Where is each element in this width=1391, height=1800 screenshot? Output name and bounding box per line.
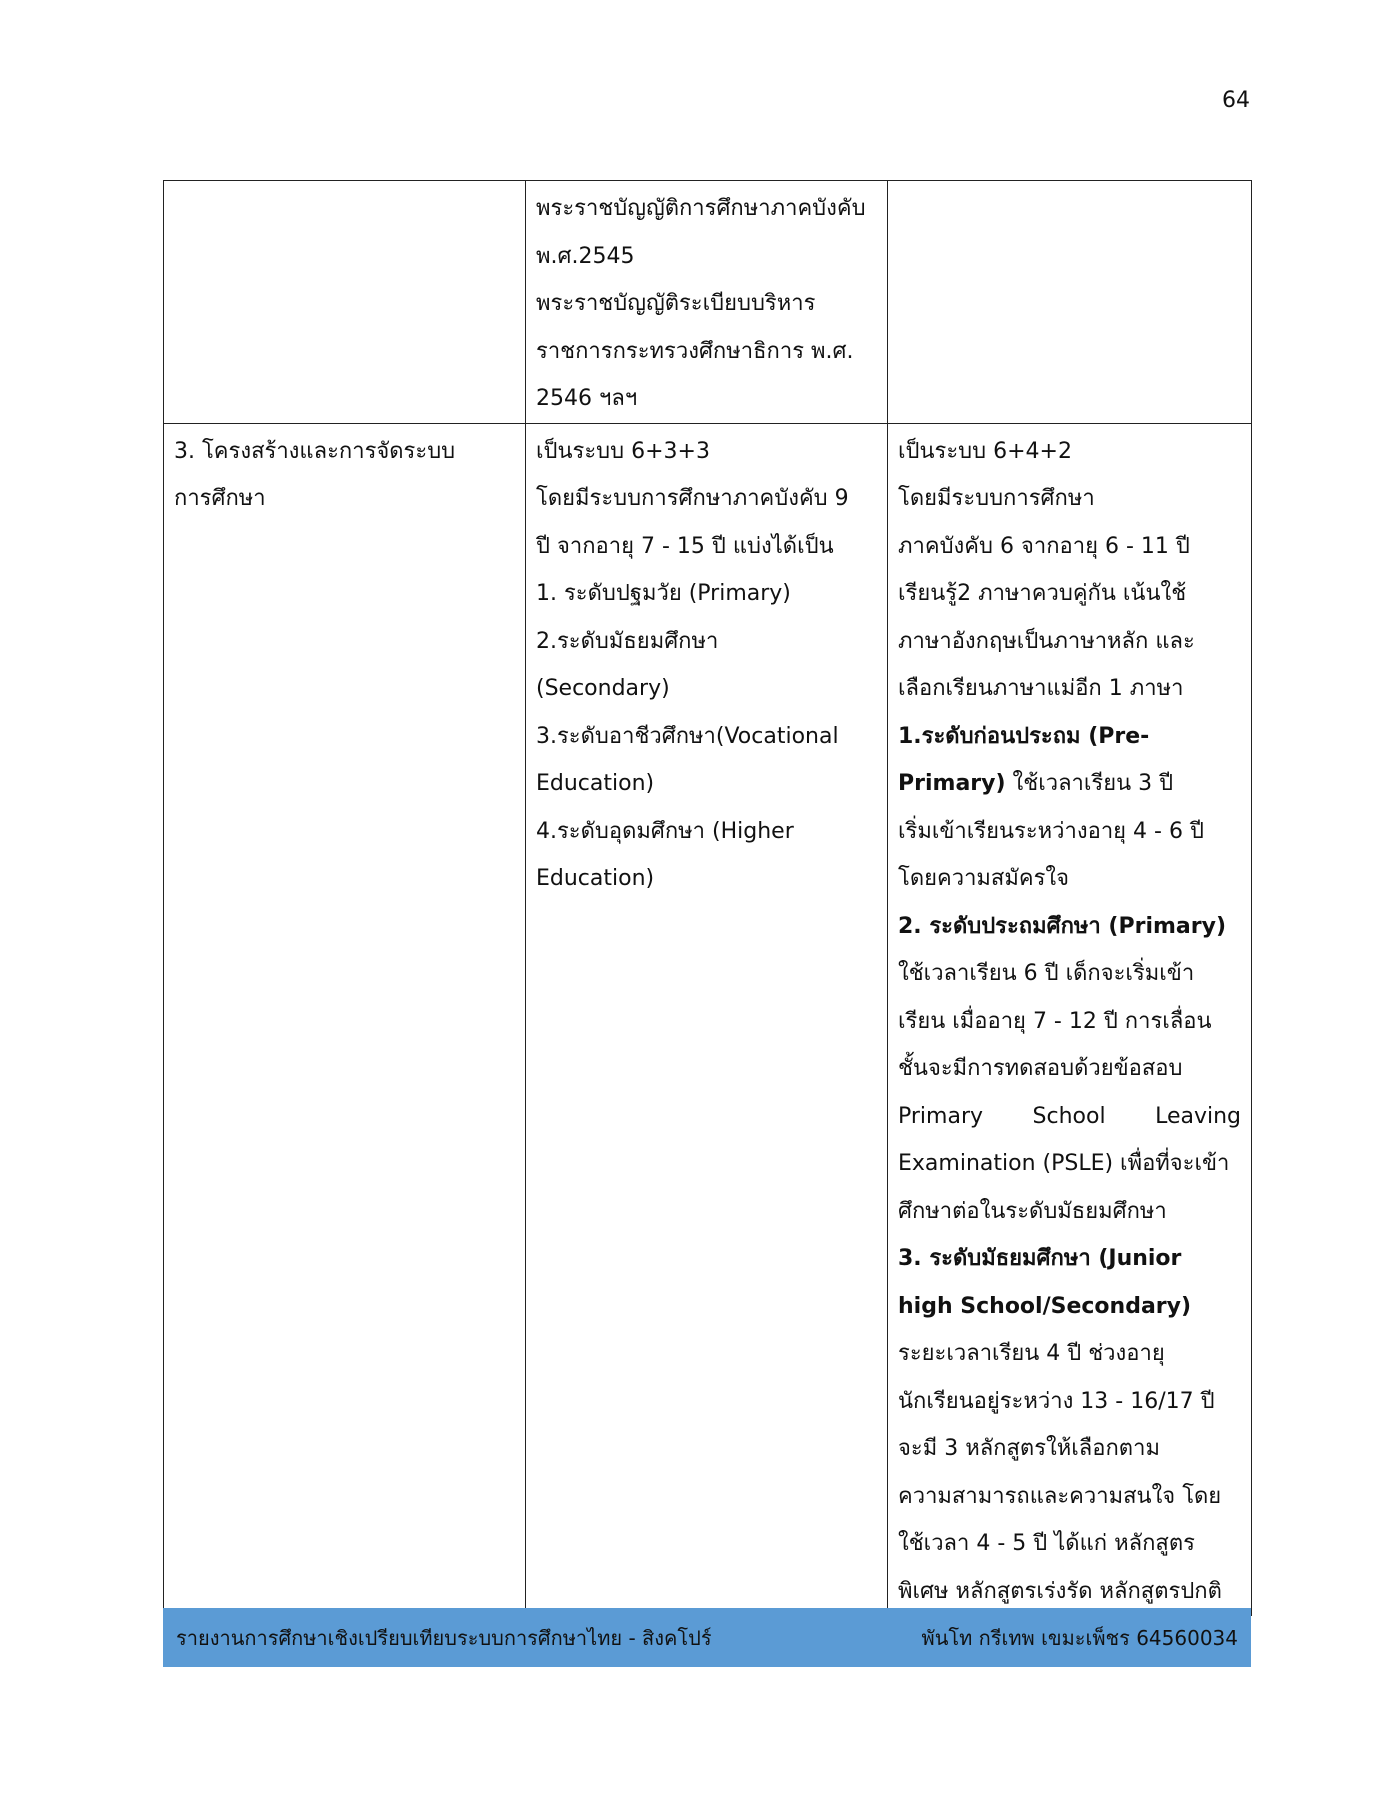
- topic-heading: การศึกษา: [174, 486, 266, 511]
- cell-line: พระราชบัญญัติการศึกษาภาคบังคับ: [536, 196, 866, 221]
- page-number: 64: [1222, 88, 1250, 113]
- subheading-pre-primary-cont: Primary): [898, 771, 1006, 796]
- cell-line: ศึกษาต่อในระดับมัธยมศึกษา: [898, 1198, 1167, 1224]
- cell-line: (Secondary): [536, 676, 670, 701]
- topic-heading: 3. โครงสร้างและการจัดระบบ: [174, 438, 456, 464]
- row1-col3-cell: [888, 181, 1252, 424]
- cell-line: พิเศษ หลักสูตรเร่งรัด หลักสูตรปกติ: [898, 1578, 1222, 1604]
- cell-line: ใช้เวลา 4 - 5 ปี ได้แก่ หลักสูตร: [898, 1531, 1195, 1556]
- cell-line: Examination (PSLE) เพื่อที่จะเข้า: [898, 1151, 1230, 1176]
- cell-line: จะมี 3 หลักสูตรให้เลือกตาม: [898, 1436, 1160, 1461]
- row2-col1-cell: [164, 423, 526, 1616]
- cell-line: เรียนรู้2 ภาษาควบคู่กัน เน้นใช้: [898, 581, 1187, 606]
- cell-line: ภาษาอังกฤษเป็นภาษาหลัก และ: [898, 628, 1195, 654]
- cell-line: Education): [536, 866, 655, 891]
- cell-line: ความสามารถและความสนใจ โดย: [898, 1483, 1222, 1509]
- cell-line: Education): [536, 771, 655, 796]
- cell-line: ราชการกระทรวงศึกษาธิการ พ.ศ.: [536, 338, 854, 364]
- cell-line: เลือกเรียนภาษาแม่อีก 1 ภาษา: [898, 676, 1184, 701]
- cell-text: ใช้เวลาเรียน 3 ปี: [1005, 771, 1174, 796]
- cell-line: พ.ศ.2545: [536, 243, 635, 269]
- table-row: [164, 423, 1252, 1616]
- cell-line: ปี จากอายุ 7 - 15 ปี แบ่งได้เป็น: [536, 533, 834, 559]
- cell-line: พระราชบัญญัติระเบียบบริหาร: [536, 291, 816, 316]
- subheading-pre-primary: 1.ระดับก่อนประถม (Pre-: [898, 723, 1150, 749]
- cell-line: ภาคบังคับ 6 จากอายุ 6 - 11 ปี: [898, 533, 1190, 559]
- comparison-table: [163, 180, 1252, 1616]
- cell-line: 4.ระดับอุดมศึกษา (Higher: [536, 818, 794, 844]
- cell-line: 2.ระดับมัธยมศึกษา: [536, 628, 719, 654]
- cell-line: ระยะเวลาเรียน 4 ปี ช่วงอายุ: [898, 1341, 1165, 1366]
- cell-line: ใช้เวลาเรียน 6 ปี เด็กจะเริ่มเข้า: [898, 961, 1195, 986]
- cell-line: 2546 ฯลฯ: [536, 386, 638, 411]
- cell-line: นักเรียนอยู่ระหว่าง 13 - 16/17 ปี: [898, 1388, 1215, 1414]
- cell-line: 1. ระดับปฐมวัย (Primary): [536, 581, 791, 606]
- row1-col2-cell: [526, 181, 888, 424]
- cell-line: 3.ระดับอาชีวศึกษา(Vocational: [536, 723, 839, 749]
- cell-line: โดยมีระบบการศึกษาภาคบังคับ 9: [536, 486, 849, 511]
- table-row: [164, 181, 1252, 424]
- cell-line: Primary School Leaving: [898, 1103, 1241, 1129]
- row2-col3-cell: [888, 423, 1252, 1616]
- row2-col2-cell: [526, 423, 888, 1616]
- footer-report-title: รายงานการศึกษาเชิงเปรียบเทียบระบบการศึกษาไทย - สิงคโปร์: [176, 1625, 712, 1650]
- footer-bar: [163, 1608, 1251, 1667]
- cell-line: [898, 760, 1241, 808]
- cell-line: ชั้นจะมีการทดสอบด้วยข้อสอบ: [898, 1056, 1183, 1081]
- row1-col1-cell: [164, 181, 526, 424]
- footer-author: พันโท กรีเทพ เขมะเพ็ชร 64560034: [921, 1625, 1238, 1650]
- cell-line: เริ่มเข้าเรียนระหว่างอายุ 4 - 6 ปี: [898, 818, 1204, 844]
- subheading-primary: 2. ระดับประถมศึกษา (Primary): [898, 913, 1227, 939]
- cell-line: เป็นระบบ 6+3+3: [536, 438, 710, 464]
- subheading-secondary-cont: high School/Secondary): [898, 1293, 1192, 1319]
- cell-line: เป็นระบบ 6+4+2: [898, 438, 1072, 464]
- cell-line: โดยความสมัครใจ: [898, 866, 1070, 891]
- cell-line: เรียน เมื่ออายุ 7 - 12 ปี การเลื่อน: [898, 1008, 1212, 1034]
- cell-line: โดยมีระบบการศึกษา: [898, 486, 1095, 511]
- subheading-secondary: 3. ระดับมัธยมศึกษา (Junior: [898, 1246, 1182, 1271]
